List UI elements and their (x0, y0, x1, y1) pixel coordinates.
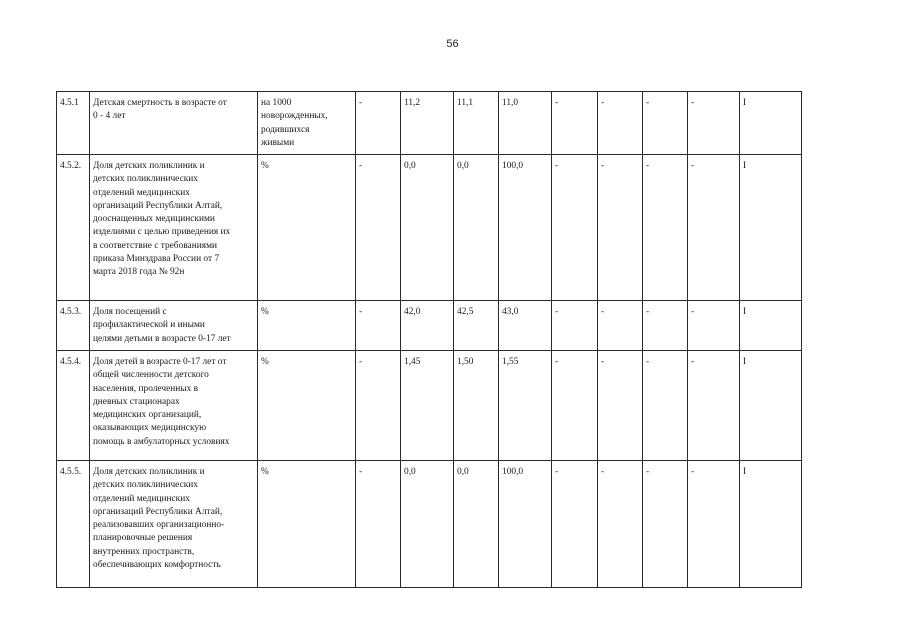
value-cell: 0,0 (401, 461, 454, 588)
table-row (57, 155, 802, 301)
indicator-name: Доля детей в возрасте 0-17 лет от общей численности детского населения, пролеченных в дневных стационарах медицинских организаций, оказывающих медицинскую помощь в амбулаторных условиях (90, 351, 258, 461)
value-cell: 1,45 (401, 351, 454, 461)
value-cell: - (356, 92, 401, 155)
value-cell: - (552, 92, 598, 155)
unit-of-measure: % (258, 461, 356, 588)
value-cell: - (598, 351, 643, 461)
value-cell: - (643, 461, 688, 588)
value-cell: - (598, 92, 643, 155)
value-cell: 1,50 (454, 351, 499, 461)
value-cell: I (740, 461, 802, 588)
value-cell: 43,0 (499, 301, 552, 351)
value-cell: 0,0 (454, 461, 499, 588)
value-cell: - (643, 301, 688, 351)
value-cell: 1,55 (499, 351, 552, 461)
page-number: 56 (446, 38, 459, 50)
value-cell: - (643, 351, 688, 461)
row-code: 4.5.4. (57, 351, 90, 461)
value-cell: - (552, 351, 598, 461)
value-cell: I (740, 155, 802, 301)
value-cell: 11,0 (499, 92, 552, 155)
table-row (57, 301, 802, 351)
indicator-name: Доля посещений с профилактической и иными целями детьми в возрасте 0-17 лет (90, 301, 258, 351)
value-cell: 11,1 (454, 92, 499, 155)
unit-of-measure: % (258, 155, 356, 301)
value-cell: - (643, 155, 688, 301)
value-cell: - (598, 461, 643, 588)
table-row (57, 461, 802, 588)
value-cell: - (552, 301, 598, 351)
value-cell: - (356, 461, 401, 588)
row-code: 4.5.5. (57, 461, 90, 588)
value-cell: - (688, 461, 740, 588)
table-row (57, 351, 802, 461)
value-cell: 42,0 (401, 301, 454, 351)
value-cell: I (740, 92, 802, 155)
row-code: 4.5.2. (57, 155, 90, 301)
value-cell: 100,0 (499, 461, 552, 588)
value-cell: 0,0 (454, 155, 499, 301)
row-code: 4.5.3. (57, 301, 90, 351)
value-cell: - (552, 155, 598, 301)
indicators-table (56, 91, 802, 588)
indicator-name: Доля детских поликлиник и детских поликлинических отделений медицинских организаций Республики Алтай, реализовавших организационно- планировочные решения внутренних пространств, обеспечивающих комфортность (90, 461, 258, 588)
unit-of-measure: % (258, 351, 356, 461)
value-cell: 100,0 (499, 155, 552, 301)
row-code: 4.5.1 (57, 92, 90, 155)
value-cell: - (688, 92, 740, 155)
unit-of-measure: на 1000 новорожденных, родившихся живыми (258, 92, 356, 155)
value-cell: I (740, 301, 802, 351)
value-cell: - (356, 351, 401, 461)
value-cell: 11,2 (401, 92, 454, 155)
value-cell: - (688, 155, 740, 301)
table-row (57, 92, 802, 155)
value-cell: - (356, 155, 401, 301)
value-cell: - (688, 351, 740, 461)
value-cell: - (643, 92, 688, 155)
value-cell: - (552, 461, 598, 588)
indicator-name: Доля детских поликлиник и детских поликлинических отделений медицинских организаций Республики Алтай, дооснащенных медицинскими изделиями с целью приведения их в соответствие с требованиями приказа Минздрава России от 7 марта 2018 года № 92н (90, 155, 258, 301)
value-cell: - (598, 155, 643, 301)
value-cell: 42,5 (454, 301, 499, 351)
indicator-name: Детская смертность в возрасте от 0 - 4 лет (90, 92, 258, 155)
value-cell: - (598, 301, 643, 351)
value-cell: I (740, 351, 802, 461)
value-cell: - (688, 301, 740, 351)
value-cell: - (356, 301, 401, 351)
value-cell: 0,0 (401, 155, 454, 301)
unit-of-measure: % (258, 301, 356, 351)
